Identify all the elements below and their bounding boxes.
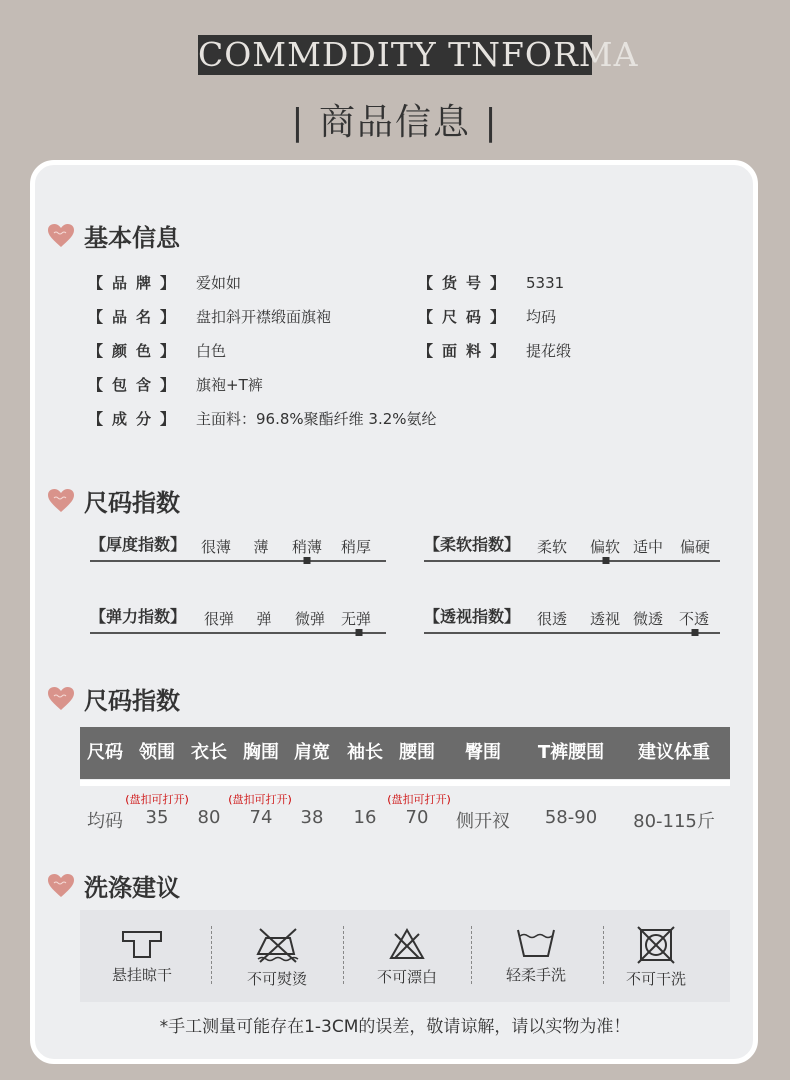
- table-cell: 80-115斤: [633, 811, 715, 832]
- size-note: (盘扣可打开): [387, 793, 451, 806]
- wash-label: 不可漂白: [376, 968, 438, 986]
- info-value: 5331: [526, 274, 565, 292]
- elasticity-level: 很弹: [203, 610, 235, 628]
- info-key: 【品名】: [88, 308, 185, 326]
- table-cell: 80: [197, 807, 221, 828]
- wash-divider: [343, 926, 344, 984]
- index-line: [424, 632, 720, 634]
- index-line: [90, 560, 386, 562]
- wash-label: 不可干洗: [625, 970, 687, 988]
- info-row-sku: [418, 272, 564, 293]
- transparency-level: 透视: [589, 610, 621, 628]
- table-header-cell: 腰围: [399, 742, 435, 763]
- info-row-fabric: [418, 340, 571, 361]
- thickness-level: 稍厚: [340, 538, 372, 556]
- info-key: 【颜色】: [88, 342, 185, 360]
- hand-wash-icon: [514, 926, 558, 960]
- softness-level: 偏软: [589, 538, 621, 556]
- transparency-level: 很透: [536, 610, 568, 628]
- wash-item: [247, 910, 307, 1002]
- table-header-cell: 肩宽: [294, 742, 330, 763]
- thickness-level: 很薄: [200, 538, 232, 556]
- elasticity-marker: [356, 629, 363, 636]
- info-key: 【成分】: [88, 410, 185, 428]
- size-note: (盘扣可打开): [125, 793, 189, 806]
- wash-label: 不可熨烫: [246, 970, 308, 988]
- table-header-cell: 建议体重: [638, 742, 710, 763]
- section-basic-title: 基本信息: [84, 224, 180, 252]
- banner-title: COMMDDITY TNFORMA: [198, 35, 639, 74]
- info-value: 旗袍+T裤: [196, 376, 263, 394]
- info-row-composition: [88, 408, 437, 429]
- info-key: 【尺码】: [418, 308, 515, 326]
- section-index-title: 尺码指数: [84, 489, 180, 517]
- section-index-header: [48, 483, 180, 518]
- transparency-level: 微透: [632, 610, 664, 628]
- no-iron-icon: [252, 926, 302, 964]
- thickness-index: [90, 532, 386, 572]
- info-row-size: [418, 306, 556, 327]
- table-cell: 58-90: [544, 807, 598, 828]
- table-cell: 38: [300, 807, 324, 828]
- info-key: 【品牌】: [88, 274, 185, 292]
- elasticity-index: [90, 604, 386, 644]
- info-row-name: [88, 306, 331, 327]
- softness-level: 适中: [632, 538, 664, 556]
- softness-marker: [603, 557, 610, 564]
- info-value: 白色: [196, 342, 227, 360]
- info-value: 主面料：96.8%聚酯纤维 3.2%氨纶: [196, 410, 437, 428]
- softness-label: 【柔软指数】: [424, 535, 521, 554]
- no-bleach-icon: [387, 926, 427, 962]
- table-cell: 70: [405, 807, 429, 828]
- section-wash-title: 洗涤建议: [84, 874, 180, 902]
- wash-item: [112, 910, 172, 1002]
- wash-item: [506, 910, 566, 1002]
- table-header-cell: 臀围: [465, 742, 501, 763]
- table-cell: 16: [353, 807, 377, 828]
- info-row-color: [88, 340, 226, 361]
- wash-item: [626, 910, 686, 1002]
- page-title: | 商品信息 |: [291, 102, 499, 143]
- size-note: (盘扣可打开): [228, 793, 292, 806]
- thickness-level: 稍薄: [291, 538, 323, 556]
- transparency-label: 【透视指数】: [424, 607, 521, 626]
- no-dry-clean-icon: [636, 926, 676, 964]
- table-header-cell: 胸围: [243, 742, 279, 763]
- transparency-level: 不透: [678, 610, 710, 628]
- elasticity-level: 无弹: [340, 610, 372, 628]
- index-line: [424, 560, 720, 562]
- table-header-cell: 尺码: [87, 742, 123, 763]
- wash-divider: [471, 926, 472, 984]
- table-header-cell: 领围: [139, 742, 175, 763]
- table-cell: 74: [249, 807, 273, 828]
- wash-label: 轻柔手洗: [505, 966, 567, 984]
- footnote: *手工测量可能存在1-3CM的误差，敬请谅解，请以实物为准！: [159, 1017, 631, 1037]
- table-cell: 均码: [87, 811, 123, 832]
- wash-label: 悬挂晾干: [111, 966, 173, 984]
- heart-icon: [48, 224, 74, 248]
- transparency-marker: [692, 629, 699, 636]
- info-value: 盘扣斜开襟缎面旗袍: [196, 308, 332, 326]
- table-header-cell: 袖长: [347, 742, 383, 763]
- elasticity-label: 【弹力指数】: [90, 607, 187, 626]
- table-header-cell: T裤腰围: [537, 742, 605, 763]
- info-key: 【包含】: [88, 376, 185, 394]
- size-table-header: [80, 727, 730, 779]
- table-divider: [80, 780, 730, 786]
- wash-divider: [211, 926, 212, 984]
- info-value: 提花缎: [526, 342, 572, 360]
- heart-icon: [48, 874, 74, 898]
- thickness-label: 【厚度指数】: [90, 535, 187, 554]
- softness-index: [424, 532, 720, 572]
- wash-divider: [603, 926, 604, 984]
- heart-icon: [48, 489, 74, 513]
- section-size-header: [48, 681, 180, 716]
- section-wash-header: [48, 868, 180, 903]
- table-cell: 侧开衩: [456, 811, 510, 832]
- index-line: [90, 632, 386, 634]
- elasticity-level: 弹: [256, 610, 272, 628]
- heart-icon: [48, 687, 74, 711]
- info-key: 【货号】: [418, 274, 515, 292]
- softness-level: 偏硬: [679, 538, 711, 556]
- transparency-index: [424, 604, 720, 644]
- section-basic-header: [48, 218, 180, 253]
- info-row-includes: [88, 374, 263, 395]
- info-value: 均码: [526, 308, 557, 326]
- wash-item: [377, 910, 437, 1002]
- drip-dry-icon: [120, 926, 164, 960]
- thickness-level: 薄: [253, 538, 269, 556]
- table-cell: 35: [145, 807, 169, 828]
- section-size-title: 尺码指数: [84, 687, 180, 715]
- info-value: 爱如如: [196, 274, 242, 292]
- table-header-cell: 衣长: [191, 742, 227, 763]
- info-key: 【面料】: [418, 342, 515, 360]
- softness-level: 柔软: [536, 538, 568, 556]
- wash-panel: [80, 910, 730, 1002]
- thickness-marker: [304, 557, 311, 564]
- elasticity-level: 微弹: [294, 610, 326, 628]
- info-row-brand: [88, 272, 241, 293]
